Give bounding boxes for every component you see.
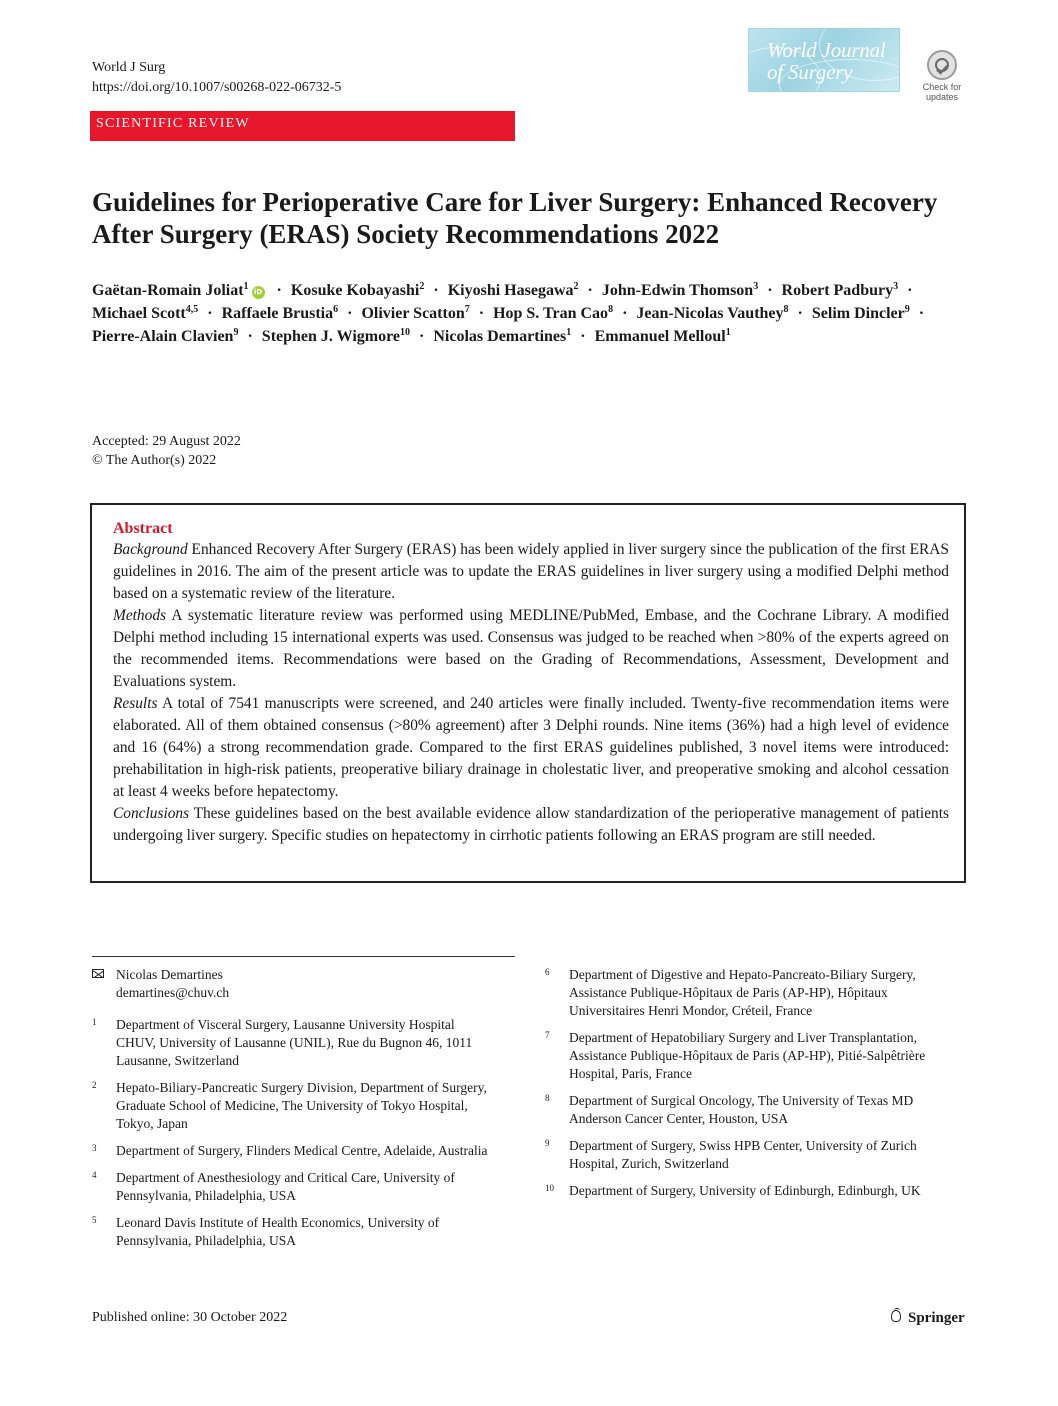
affiliation-list-right [545,966,950,1200]
affiliation-item [92,1142,492,1160]
author-separator: · [907,282,913,299]
methods-label: Methods [113,607,167,624]
author-affiliation-number: 1 [243,281,249,292]
affiliation-number: 5 [92,1215,97,1225]
affiliation-text: Department of Surgical Oncology, The University of Texas MD Anderson Cancer Center, Houston, USA [569,1093,914,1126]
affiliation-item [92,1016,492,1070]
author-affiliation-number: 7 [464,304,470,315]
author-separator: · [622,305,628,322]
author-name[interactable]: Kiyoshi Hasegawa$^2$ [447,281,579,299]
abstract-background [113,539,949,605]
author-affiliation-number: 9 [233,327,239,338]
abstract-conclusions [113,803,949,847]
author-affiliation-number: 3 [753,281,759,292]
journal-logo[interactable] [748,28,900,92]
author-separator: · [580,328,586,345]
publisher-logo[interactable] [890,1308,965,1327]
affiliation-number: 7 [545,1030,550,1040]
journal-logo-text: World Journal of Surgery [767,38,886,84]
results-label: Results [113,695,158,712]
springer-horse-icon [890,1308,904,1324]
copyright-notice: © The Author(s) 2022 [92,453,217,468]
affiliation-text: Department of Hepatobiliary Surgery and Liver Transplantation, Assistance Publique-Hôpitaux de Paris (AP-HP), Pitié-Salpêtrière Hospital, Paris, France [569,1030,926,1081]
abstract-box [90,503,966,883]
article-title: Guidelines for Perioperative Care for Liver Surgery: Enhanced Recovery After Surgery (ERAS) Society Recommendations 2022 [92,187,938,249]
author-separator: · [478,305,485,322]
affiliation-text: Department of Digestive and Hepato-Pancreato-Biliary Surgery, Assistance Publique-Hôpitaux de Paris (AP-HP), Hôpitaux Universitaires Henri Mondor, Créteil, France [569,967,916,1018]
abstract-heading: Abstract [113,520,173,537]
author-separator: · [767,282,773,299]
affiliation-number: 10 [545,1183,554,1193]
affiliation-text: Department of Visceral Surgery, Lausanne University Hospital CHUV, University of Lausanne (UNIL), Rue du Bugnon 46, 1011 Lausanne, Switzerland [116,1017,473,1068]
affiliation-item [545,1137,950,1173]
affiliation-text: Department of Surgery, University of Edinburgh, Edinburgh, UK [569,1183,921,1198]
author-separator: · [587,282,593,299]
affiliation-item [92,1079,492,1133]
corresponding-email[interactable]: demartines@chuv.ch [116,985,230,1000]
affiliation-item [545,1182,950,1200]
affiliation-item [545,966,950,1020]
affiliation-text: Department of Surgery, Swiss HPB Center, University of Zurich Hospital, Zurich, Switzerland [569,1138,917,1171]
author-affiliation-number: 2 [573,281,579,292]
author-name[interactable]: Olivier Scatton$^7$ [361,304,470,322]
corresponding-author [92,966,492,1002]
doi-link[interactable]: https://doi.org/10.1007/s00268-022-06732-5 [92,80,342,95]
author-name[interactable]: Michael Scott$^{4,5}$ [92,304,199,322]
author-name[interactable]: Emmanuel Melloul$^1$ [594,327,731,345]
author-affiliation-number: 3 [893,281,899,292]
background-label: Background [113,541,188,558]
author-name[interactable]: Raffaele Brustia$^6$ [221,304,339,322]
author-list [92,279,952,348]
author-separator: · [276,282,282,299]
author-separator: · [247,328,253,345]
conclusions-label: Conclusions [113,805,190,822]
check-for-updates-button[interactable]: Check for updates [915,50,969,102]
author-affiliation-number: 9 [904,304,910,315]
affiliation-text: Hepato-Biliary-Pancreatic Surgery Division, Department of Surgery, Graduate School of Medicine, The University of Tokyo Hospital, Tokyo, Japan [116,1080,487,1131]
author-name[interactable]: Kosuke Kobayashi$^2$ [290,281,425,299]
affiliation-list-left [92,1016,492,1250]
author-separator: · [207,305,213,322]
corresponding-name: Nicolas Demartines [116,967,223,982]
journal-name: World J Surg [92,60,166,75]
affiliation-number: 1 [92,1017,97,1027]
author-separator: · [918,305,925,322]
affiliation-number: 9 [545,1138,550,1148]
affiliation-text: Leonard Davis Institute of Health Economics, University of Pennsylvania, Philadelphia, USA [116,1215,440,1248]
check-updates-icon [927,50,957,80]
affiliation-item [92,1169,492,1205]
results-text: A total of 7541 manuscripts were screened, and 240 articles were finally included. Twenty-five recommendation items were elaborated. All of them obtained consensus (>80% agreement) after 3 Delphi rounds. Nine items (36%) had a high level of evidence and 16 (64%) a strong recommendation grade. Compared to the first ERAS guidelines published, 3 novel items were introduced: prehabilitation in high-risk patients, preoperative biliary drainage in cholestatic liver, and preoperative smoking and alcohol cessation at least 4 weeks before hepatectomy. [113,695,949,800]
author-affiliation-number: 10 [400,327,411,338]
publisher-name: Springer [908,1310,965,1326]
accepted-date: Accepted: 29 August 2022 [92,434,241,449]
envelope-icon [92,969,104,978]
author-separator: · [347,305,353,322]
affiliation-text: Department of Anesthesiology and Critical Care, University of Pennsylvania, Philadelphia, USA [116,1170,455,1203]
conclusions-text: These guidelines based on the best available evidence allow standardization of the perioperative management of patients undergoing liver surgery. Specific studies on hepatectomy in cirrhotic patients following an ERAS program are still needed. [113,805,949,844]
affiliation-number: 2 [92,1080,97,1090]
abstract-results [113,693,949,803]
section-banner [90,111,515,141]
affiliation-item [545,1092,950,1128]
article-dates [92,432,241,470]
author-affiliation-number: 2 [419,281,425,292]
abstract-methods [113,605,949,693]
affiliation-number: 4 [92,1170,97,1180]
author-name[interactable]: Selim Dincler$^9$ [811,304,910,322]
orcid-icon[interactable]: iD [252,286,265,299]
author-name[interactable]: Hop S. Tran Cao$^8$ [493,304,614,322]
affiliation-item [545,1029,950,1083]
author-separator: · [433,282,439,299]
author-affiliation-number: 8 [783,304,789,315]
affiliations-right-column [545,966,950,1209]
author-name[interactable]: Robert Padbury$^3$ [781,281,899,299]
author-affiliation-number: 8 [608,304,614,315]
author-name[interactable]: Nicolas Demartines$^1$ [433,327,572,345]
author-affiliation-number: 1 [566,327,572,338]
author-separator: · [797,305,803,322]
author-separator: · [419,328,425,345]
footnote-divider [92,956,515,957]
affiliations-left-column [92,966,492,1259]
author-name[interactable]: Stephen J. Wigmore$^{10}$ [261,327,411,345]
methods-text: A systematic literature review was performed using MEDLINE/PubMed, Embase, and the Cochrane Library. A modified Delphi method including 15 international experts was used. Consensus was judged to be reached when >80% of the experts agreed on the recommended items. Recommendations were based on the Grading of Recommendations, Assessment, Development and Evaluations system. [113,607,950,690]
author-name[interactable]: Gaëtan-Romain Joliat$^1$ iD [92,282,268,299]
background-text: Enhanced Recovery After Surgery (ERAS) has been widely applied in liver surgery since the publication of the first ERAS guidelines in 2016. The aim of the present article was to update the ERAS guidelines in liver surgery using a modified Delphi method based on a systematic review of the literature. [113,541,949,602]
affiliation-text: Department of Surgery, Flinders Medical Centre, Adelaide, Australia [116,1143,488,1158]
author-affiliation-number: 4,5 [185,304,199,315]
affiliation-number: 8 [545,1093,550,1103]
published-date: Published online: 30 October 2022 [92,1310,288,1325]
affiliation-number: 3 [92,1143,97,1153]
journal-header [92,58,341,98]
affiliation-number: 6 [545,967,550,977]
author-name[interactable]: Jean-Nicolas Vauthey$^8$ [636,304,789,322]
author-name[interactable]: Pierre-Alain Clavien$^9$ [92,327,239,345]
affiliation-item [92,1214,492,1250]
section-label: SCIENTIFIC REVIEW [96,116,250,131]
author-affiliation-number: 6 [333,304,339,315]
author-affiliation-number: 1 [725,327,731,338]
author-name[interactable]: John-Edwin Thomson$^3$ [601,281,759,299]
